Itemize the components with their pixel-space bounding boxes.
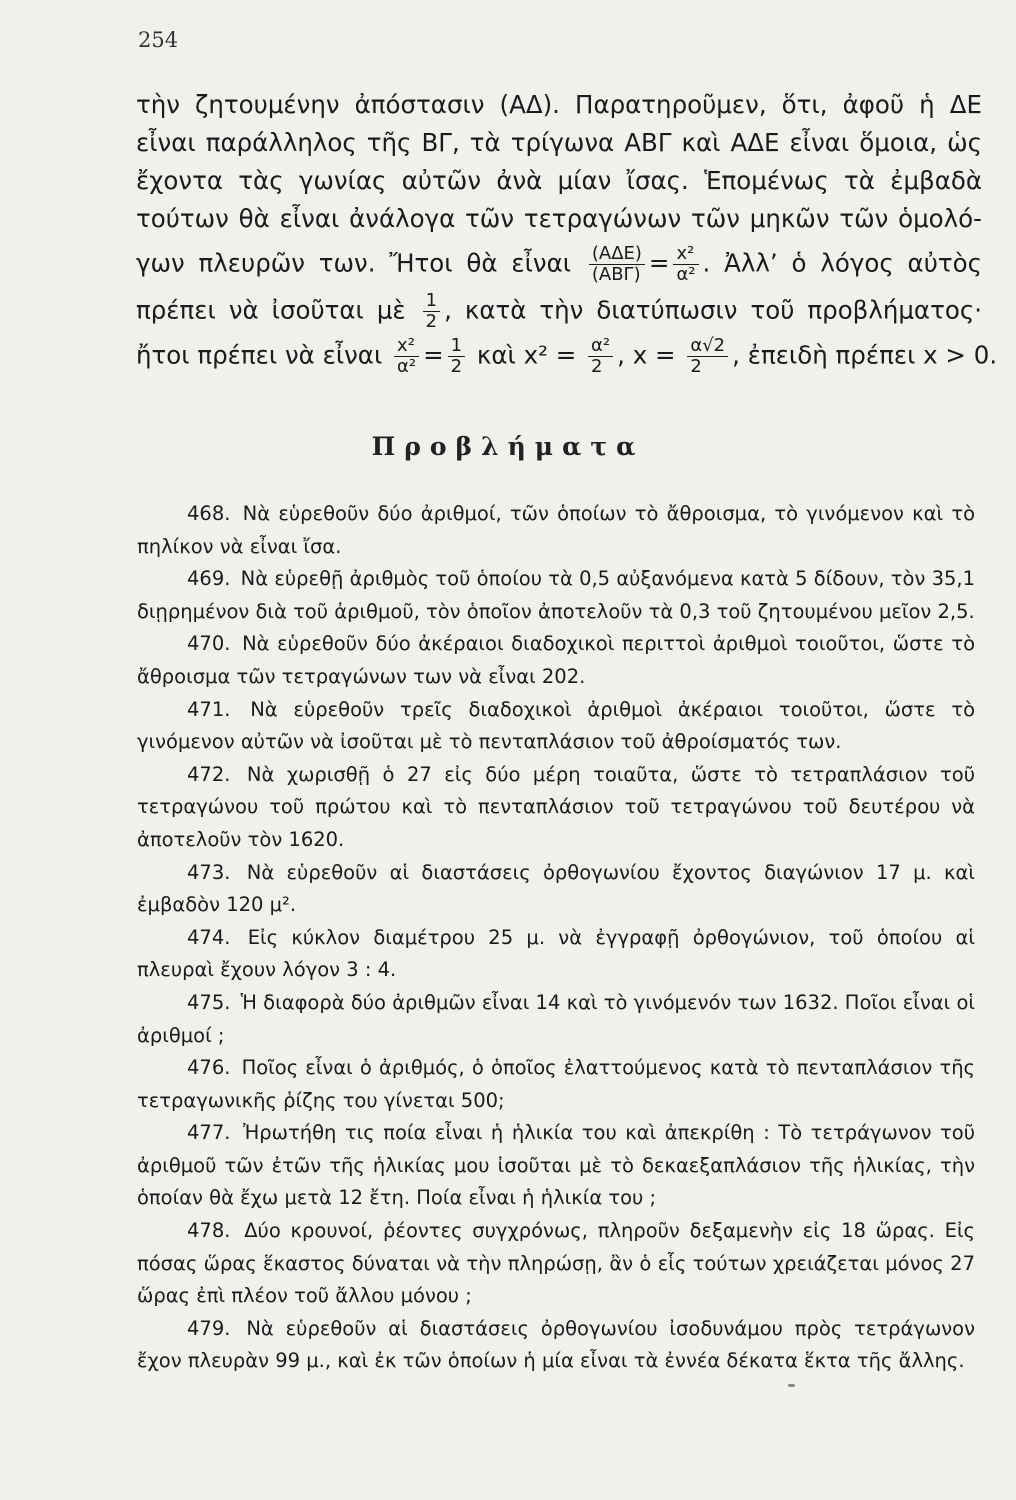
fraction-numerator: α² [588,336,613,357]
problem-number: 469. [187,567,231,591]
intro-line-2: εἶναι παράλληλος τῆς ΒΓ, τὰ τρίγωνα ΑΒΓ καὶ ΑΔΕ εἶναι ὅμοια, ὡς [136,128,982,157]
fraction-a2-half [588,336,613,377]
intro-line-7-mid: καὶ x² = [476,340,577,370]
intro-line-4: τούτων θὰ εἶναι ἀνάλογα τῶν τετραγώνων τῶν μηκῶν τῶν ὁμολό- [136,204,982,233]
problem-number: 477. [187,1121,231,1145]
intro-line-3: ἔχοντα τὰς γωνίας αὐτῶν ἀνὰ μίαν ἴσας. Ἑπομένως τὰ ἐμβαδὰ [136,166,982,195]
problem-text: Ἠρωτήθη τις ποία εἶναι ἡ ἡλικία του καὶ ἀπεκρίθη : Τὸ τετράγωνον τοῦ ἀριθμοῦ τῶν ἐτῶν τῆς ἡλικίας μου ἰσοῦται μὲ τὸ δεκαεξαπλάσιον τῆς ἡλικίας, τὴν ὁποίαν θὰ ἔχω μετὰ 12 ἔτη. Ποία εἶναι ἡ ἡλικία του ; [137,1121,976,1210]
intro-paragraph [136,86,998,377]
problem-text: Ποῖος εἶναι ὁ ἀριθμός, ὁ ὁποῖος ἐλαττούμενος κατὰ τὸ πενταπλάσιον τῆς τετραγωνικῆς ῥίζης του γίνεται 500; [137,1056,975,1112]
problem-number: 468. [187,502,231,525]
problem-478 [137,1215,975,1313]
problem-number: 479. [187,1316,231,1340]
fraction-denominator: 2 [450,356,463,377]
fraction-denominator: α² [397,356,417,377]
fraction-one-half [423,291,440,332]
intro-line-5 [136,244,982,285]
problem-text: Δύο κρουνοί, ῥέοντες συγχρόνως, πληροῦν δεξαμενὴν εἰς 18 ὥρας. Εἰς πόσας ὥρας ἕκαστος δύναται νὰ τὴν πληρώσῃ, ἂν ὁ εἷς τούτων χρειάζεται μόνος 27 ὥρας ἐπὶ πλέον τοῦ ἄλλου μόνου ; [137,1219,975,1308]
problem-number: 473. [187,860,231,884]
problem-text: Ἡ διαφορὰ δύο ἀριθμῶν εἶναι 14 καὶ τὸ γινόμενόν των 1632. Ποῖοι εἶναι οἱ ἀριθμοί ; [137,990,975,1047]
problem-number: 478. [187,1219,231,1243]
problem-474 [137,922,975,987]
problem-469 [137,563,975,628]
fraction-numerator: x² [394,336,419,357]
fraction-denominator: (ΑΒΓ) [591,264,641,285]
intro-line-5-text: γων πλευρῶν των. Ἤτοι θὰ εἶναι [136,248,572,278]
fraction-numerator: 1 [448,336,465,357]
fraction-numerator: x² [673,244,698,265]
intro-line-1: τὴν ζητουμένην ἀπόστασιν (ΑΔ). Παρατηροῦμεν, ὅτι, ἀφοῦ ἡ ΔΕ [136,90,982,119]
fraction-x2-a2 [673,244,698,285]
fraction-denominator: 2 [425,311,438,332]
problem-471 [137,694,975,759]
problem-text: Νὰ εὑρεθοῦν αἱ διαστάσεις ὀρθογωνίου ἰσοδυνάμου πρὸς τετράγωνον ἔχον πλευρὰν 99 μ., καὶ ἐκ τῶν ὁποίων ἡ μία εἶναι τὰ ἐννέα δέκατα ἕκτα τῆς ἄλλης. [137,1316,975,1373]
print-speck [788,1384,795,1387]
fraction-area-ratio [589,244,645,285]
fraction-denominator: α² [676,264,696,285]
problem-number: 476. [187,1056,231,1080]
fraction-numerator: α√2 [687,336,728,357]
intro-line-7-x: , x = [617,340,676,370]
problem-476 [137,1052,975,1117]
problem-text: Νὰ εὑρεθῇ ἀριθμὸς τοῦ ὁποίου τὰ 0,5 αὐξανόμενα κατὰ 5 δίδουν, τὸν 35,1 διῃρημένον διὰ τοῦ ἀριθμοῦ, τὸν ὁποῖον ἀποτελοῦν τὰ 0,3 τοῦ ζητουμένου μεῖον 2,5. [137,567,976,623]
problem-number: 472. [187,762,231,786]
problem-number: 471. [187,697,231,721]
problem-text: Εἰς κύκλον διαμέτρου 25 μ. νὰ ἐγγραφῇ ὀρθογώνιον, τοῦ ὁποίου αἱ πλευραὶ ἔχουν λόγον 3 : 4. [137,925,976,982]
fraction-numerator: (ΑΔΕ) [589,244,645,265]
section-heading: Προβλήματα [371,432,645,461]
problem-477 [137,1117,975,1215]
intro-line-6 [136,291,982,332]
problem-470 [137,628,975,693]
problem-468 [137,498,975,563]
fraction-denominator: 2 [591,356,603,377]
problem-text: Νὰ χωρισθῇ ὁ 27 εἰς δύο μέρη τοιαῦτα, ὥστε τὸ τετραπλάσιον τοῦ τετραγώνου τοῦ πρώτου καὶ τὸ πενταπλάσιον τοῦ τετραγώνου τοῦ δευτέρου νὰ ἀποτελοῦν τὸν 1620. [137,762,975,851]
intro-line-5-tail: . Ἀλλ’ ὁ λόγος αὐτὸς [702,248,982,278]
problem-number: 470. [187,632,231,656]
intro-line-7-text: ἤτοι πρέπει νὰ εἶναι [136,340,383,370]
problem-text: Νὰ εὑρεθοῦν αἱ διαστάσεις ὀρθογωνίου ἔχοντος διαγώνιον 17 μ. καὶ ἐμβαδὸν 120 μ². [137,860,975,917]
intro-line-6-text: πρέπει νὰ ἰσοῦται μὲ [136,295,406,325]
problem-479 [137,1313,975,1378]
page-number: 254 [138,28,179,52]
problem-473 [137,857,975,922]
equals-sign-2: = [423,340,444,370]
fraction-denominator: 2 [690,356,702,377]
equals-sign: = [648,248,670,278]
fraction-a-root2-half [687,336,728,377]
intro-line-7-tail: , ἐπειδὴ πρέπει x > 0. [732,340,998,370]
fraction-numerator: 1 [423,291,440,312]
fraction-x2-a2-b [394,336,419,377]
problem-text: Νὰ εὑρεθοῦν δύο ἀκέραιοι διαδοχικοὶ περιττοὶ ἀριθμοὶ τοιοῦτοι, ὥστε τὸ ἄθροισμα τῶν τετραγώνων των νὰ εἶναι 202. [137,632,976,688]
fraction-one-half-b [448,336,465,377]
problem-number: 475. [187,990,231,1014]
problem-number: 474. [187,925,231,949]
problem-475 [137,987,975,1052]
intro-line-6-tail: , κατὰ τὴν διατύπωσιν τοῦ προβλήματος· [444,295,982,325]
problems-list [137,498,975,1378]
problem-text: Νὰ εὑρεθοῦν τρεῖς διαδοχικοὶ ἀριθμοὶ ἀκέραιοι τοιοῦτοι, ὥστε τὸ γινόμενον αὐτῶν νὰ ἰσοῦται μὲ τὸ πενταπλάσιον τοῦ ἀθροίσματός των. [137,697,975,754]
intro-line-7 [136,335,998,377]
problem-472 [137,759,975,857]
problem-text: Νὰ εὑρεθοῦν δύο ἀριθμοί, τῶν ὁποίων τὸ ἄθροισμα, τὸ γινόμενον καὶ τὸ πηλίκον νὰ εἶναι ἴσα. [137,502,975,558]
